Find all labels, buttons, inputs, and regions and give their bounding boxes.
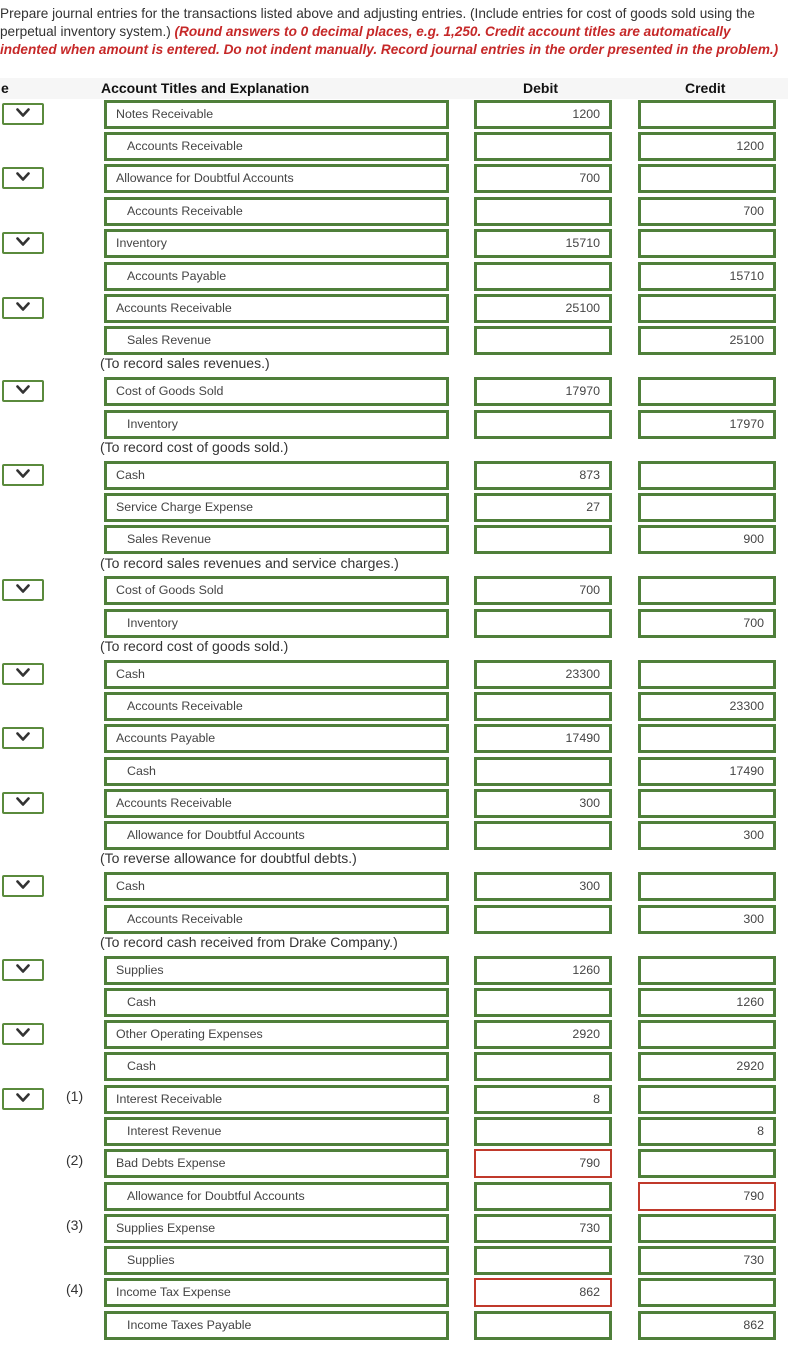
journal-row	[0, 820, 794, 852]
debit-amount-field[interactable]	[474, 1311, 612, 1340]
entry-dropdown[interactable]	[2, 103, 44, 125]
debit-amount-field[interactable]	[474, 197, 612, 226]
entry-dropdown[interactable]	[2, 167, 44, 189]
credit-amount-field[interactable]	[638, 377, 776, 406]
entry-dropdown[interactable]	[2, 792, 44, 814]
credit-amount-field[interactable]: 17970	[638, 410, 776, 439]
credit-amount-field[interactable]: 300	[638, 905, 776, 934]
debit-amount-field[interactable]: 25100	[474, 294, 612, 323]
account-title-field[interactable]: Inventory	[104, 229, 449, 258]
journal-row	[0, 1051, 794, 1083]
debit-amount-field[interactable]	[474, 988, 612, 1017]
credit-amount-field[interactable]	[638, 1149, 776, 1178]
debit-amount-field[interactable]: 790	[474, 1149, 612, 1178]
journal-table-header	[0, 78, 788, 99]
credit-amount-field[interactable]: 2920	[638, 1052, 776, 1081]
entry-explanation: (To record cost of goods sold.)	[100, 439, 289, 455]
entry-dropdown[interactable]	[2, 297, 44, 319]
journal-row	[0, 293, 794, 325]
journal-row	[0, 756, 794, 788]
entry-explanation: (To record sales revenues.)	[100, 355, 270, 371]
debit-amount-field[interactable]	[474, 132, 612, 161]
credit-amount-field[interactable]: 17490	[638, 757, 776, 786]
instructions	[0, 5, 790, 59]
account-title-field[interactable]: Accounts Payable	[104, 262, 449, 291]
entry-dropdown[interactable]	[2, 727, 44, 749]
account-title-field[interactable]: Cash	[104, 660, 449, 689]
account-title-field[interactable]: Cash	[104, 461, 449, 490]
debit-amount-field[interactable]	[474, 609, 612, 638]
account-title-field[interactable]: Allowance for Doubtful Accounts	[104, 1182, 449, 1211]
instructions-text: Prepare journal entries for the transactions listed above and adjusting entries. (Include entries for cost of goods sold using the perpetual inventory system.)	[0, 6, 755, 39]
credit-amount-field[interactable]	[638, 660, 776, 689]
debit-amount-field[interactable]	[474, 1182, 612, 1211]
journal-row	[0, 524, 794, 556]
journal-row	[0, 131, 794, 163]
entry-dropdown[interactable]	[2, 380, 44, 402]
journal-row	[0, 99, 794, 131]
chevron-down-icon	[16, 385, 30, 395]
entry-dropdown[interactable]	[2, 1023, 44, 1045]
credit-amount-field[interactable]	[638, 461, 776, 490]
chevron-down-icon	[16, 584, 30, 594]
debit-amount-field[interactable]: 17490	[474, 724, 612, 753]
journal-row	[0, 163, 794, 195]
account-title-field[interactable]: Notes Receivable	[104, 100, 449, 129]
debit-amount-field[interactable]	[474, 821, 612, 850]
debit-amount-field[interactable]	[474, 1052, 612, 1081]
credit-amount-field[interactable]: 300	[638, 821, 776, 850]
chevron-down-icon	[16, 172, 30, 182]
journal-row	[0, 987, 794, 1019]
journal-row	[0, 1277, 794, 1309]
account-title-field[interactable]: Accounts Receivable	[104, 789, 449, 818]
chevron-down-icon	[16, 732, 30, 742]
entry-explanation: (To record cost of goods sold.)	[100, 638, 289, 654]
adjusting-entry-number: (2)	[66, 1152, 84, 1168]
entry-dropdown[interactable]	[2, 232, 44, 254]
debit-amount-field[interactable]: 730	[474, 1214, 612, 1243]
journal-row	[0, 1181, 794, 1213]
entry-explanation: (To record sales revenues and service charges.)	[100, 555, 399, 571]
account-title-field[interactable]: Service Charge Expense	[104, 493, 449, 522]
chevron-down-icon	[16, 668, 30, 678]
chevron-down-icon	[16, 237, 30, 247]
debit-amount-field[interactable]: 700	[474, 576, 612, 605]
credit-amount-field[interactable]: 15710	[638, 262, 776, 291]
account-title-field[interactable]: Inventory	[104, 410, 449, 439]
debit-amount-field[interactable]: 15710	[474, 229, 612, 258]
debit-amount-field[interactable]	[474, 326, 612, 355]
credit-amount-field[interactable]	[638, 1085, 776, 1114]
journal-row	[0, 492, 794, 524]
account-title-field[interactable]: Interest Receivable	[104, 1085, 449, 1114]
credit-amount-field[interactable]: 900	[638, 525, 776, 554]
credit-amount-field[interactable]	[638, 956, 776, 985]
credit-amount-field[interactable]: 700	[638, 197, 776, 226]
entry-dropdown[interactable]	[2, 464, 44, 486]
credit-amount-field[interactable]	[638, 872, 776, 901]
debit-amount-field[interactable]	[474, 1246, 612, 1275]
debit-amount-field[interactable]	[474, 1117, 612, 1146]
account-title-field[interactable]: Cash	[104, 757, 449, 786]
credit-amount-field[interactable]: 700	[638, 609, 776, 638]
journal-row	[0, 1084, 794, 1116]
account-title-field[interactable]: Accounts Receivable	[104, 692, 449, 721]
debit-amount-field[interactable]	[474, 692, 612, 721]
credit-amount-field[interactable]: 862	[638, 1311, 776, 1340]
credit-amount-field[interactable]	[638, 1020, 776, 1049]
credit-amount-field[interactable]	[638, 1214, 776, 1243]
journal-row	[0, 196, 794, 228]
chevron-down-icon	[16, 1093, 30, 1103]
credit-amount-field[interactable]	[638, 493, 776, 522]
journal-row	[0, 261, 794, 293]
journal-row	[0, 228, 794, 260]
chevron-down-icon	[16, 469, 30, 479]
account-title-field[interactable]: Other Operating Expenses	[104, 1020, 449, 1049]
entry-dropdown[interactable]	[2, 579, 44, 601]
entry-explanation: (To reverse allowance for doubtful debts.)	[100, 850, 357, 866]
header-credit: Credit	[685, 80, 726, 96]
account-title-field[interactable]: Sales Revenue	[104, 326, 449, 355]
credit-amount-field[interactable]	[638, 229, 776, 258]
account-title-field[interactable]: Cash	[104, 1052, 449, 1081]
debit-amount-field[interactable]: 700	[474, 164, 612, 193]
debit-amount-field[interactable]: 1260	[474, 956, 612, 985]
credit-amount-field[interactable]: 1200	[638, 132, 776, 161]
debit-amount-field[interactable]	[474, 905, 612, 934]
account-title-field[interactable]: Bad Debts Expense	[104, 1149, 449, 1178]
account-title-field[interactable]: Accounts Payable	[104, 724, 449, 753]
account-title-field[interactable]: Income Tax Expense	[104, 1278, 449, 1307]
credit-amount-field[interactable]	[638, 724, 776, 753]
entry-explanation: (To record cash received from Drake Company.)	[100, 934, 398, 950]
journal-row	[0, 904, 794, 936]
chevron-down-icon	[16, 797, 30, 807]
journal-row	[0, 325, 794, 357]
credit-amount-field[interactable]: 8	[638, 1117, 776, 1146]
debit-amount-field[interactable]: 873	[474, 461, 612, 490]
debit-amount-field[interactable]	[474, 262, 612, 291]
debit-amount-field[interactable]: 23300	[474, 660, 612, 689]
adjusting-entry-number: (1)	[66, 1088, 84, 1104]
debit-amount-field[interactable]: 27	[474, 493, 612, 522]
credit-amount-field[interactable]: 1260	[638, 988, 776, 1017]
journal-row	[0, 1310, 794, 1342]
debit-amount-field[interactable]: 2920	[474, 1020, 612, 1049]
credit-amount-field[interactable]: 23300	[638, 692, 776, 721]
account-title-field[interactable]: Interest Revenue	[104, 1117, 449, 1146]
account-title-field[interactable]: Income Taxes Payable	[104, 1311, 449, 1340]
debit-amount-field[interactable]: 17970	[474, 377, 612, 406]
account-title-field[interactable]: Supplies Expense	[104, 1214, 449, 1243]
credit-amount-field[interactable]	[638, 789, 776, 818]
account-title-field[interactable]: Allowance for Doubtful Accounts	[104, 821, 449, 850]
debit-amount-field[interactable]	[474, 525, 612, 554]
journal-row	[0, 659, 794, 691]
journal-row	[0, 723, 794, 755]
journal-row	[0, 608, 794, 640]
account-title-field[interactable]: Cash	[104, 988, 449, 1017]
header-stub: e	[1, 80, 9, 96]
journal-row	[0, 1116, 794, 1148]
account-title-field[interactable]: Supplies	[104, 1246, 449, 1275]
credit-amount-field[interactable]	[638, 576, 776, 605]
instructions-emphasis: (Round answers to 0 decimal places, e.g. 1,250. Credit account titles are automatically indented when amount is entered. Do not indent manually. Record journal entries in the order presented in the problem.)	[0, 24, 779, 57]
entry-dropdown[interactable]	[2, 1088, 44, 1110]
header-debit: Debit	[523, 80, 558, 96]
journal-row	[0, 1213, 794, 1245]
chevron-down-icon	[16, 964, 30, 974]
journal-row	[0, 1019, 794, 1051]
debit-amount-field[interactable]: 300	[474, 872, 612, 901]
debit-amount-field[interactable]: 862	[474, 1278, 612, 1307]
credit-amount-field[interactable]	[638, 100, 776, 129]
chevron-down-icon	[16, 108, 30, 118]
debit-amount-field[interactable]: 1200	[474, 100, 612, 129]
chevron-down-icon	[16, 1028, 30, 1038]
account-title-field[interactable]: Supplies	[104, 956, 449, 985]
account-title-field[interactable]: Accounts Receivable	[104, 905, 449, 934]
journal-row	[0, 460, 794, 492]
header-account-titles: Account Titles and Explanation	[101, 80, 310, 96]
account-title-field[interactable]: Accounts Receivable	[104, 294, 449, 323]
journal-row	[0, 955, 794, 987]
chevron-down-icon	[16, 302, 30, 312]
adjusting-entry-number: (4)	[66, 1281, 84, 1297]
account-title-field[interactable]: Cash	[104, 872, 449, 901]
journal-row	[0, 1148, 794, 1180]
journal-row	[0, 871, 794, 903]
debit-amount-field[interactable]: 8	[474, 1085, 612, 1114]
journal-row	[0, 376, 794, 408]
entry-dropdown[interactable]	[2, 959, 44, 981]
adjusting-entry-number: (3)	[66, 1217, 84, 1233]
account-title-field[interactable]: Accounts Receivable	[104, 197, 449, 226]
debit-amount-field[interactable]: 300	[474, 789, 612, 818]
entry-dropdown[interactable]	[2, 663, 44, 685]
credit-amount-field[interactable]	[638, 1278, 776, 1307]
account-title-field[interactable]: Cost of Goods Sold	[104, 377, 449, 406]
entry-dropdown[interactable]	[2, 875, 44, 897]
account-title-field[interactable]: Allowance for Doubtful Accounts	[104, 164, 449, 193]
journal-row	[0, 1245, 794, 1277]
credit-amount-field[interactable]: 730	[638, 1246, 776, 1275]
journal-row	[0, 409, 794, 441]
journal-row	[0, 788, 794, 820]
chevron-down-icon	[16, 880, 30, 890]
journal-row	[0, 575, 794, 607]
account-title-field[interactable]: Inventory	[104, 609, 449, 638]
journal-row	[0, 691, 794, 723]
credit-amount-field[interactable]	[638, 164, 776, 193]
credit-amount-field[interactable]: 25100	[638, 326, 776, 355]
credit-amount-field[interactable]: 790	[638, 1182, 776, 1211]
credit-amount-field[interactable]	[638, 294, 776, 323]
account-title-field[interactable]: Sales Revenue	[104, 525, 449, 554]
debit-amount-field[interactable]	[474, 410, 612, 439]
account-title-field[interactable]: Accounts Receivable	[104, 132, 449, 161]
debit-amount-field[interactable]	[474, 757, 612, 786]
account-title-field[interactable]: Cost of Goods Sold	[104, 576, 449, 605]
